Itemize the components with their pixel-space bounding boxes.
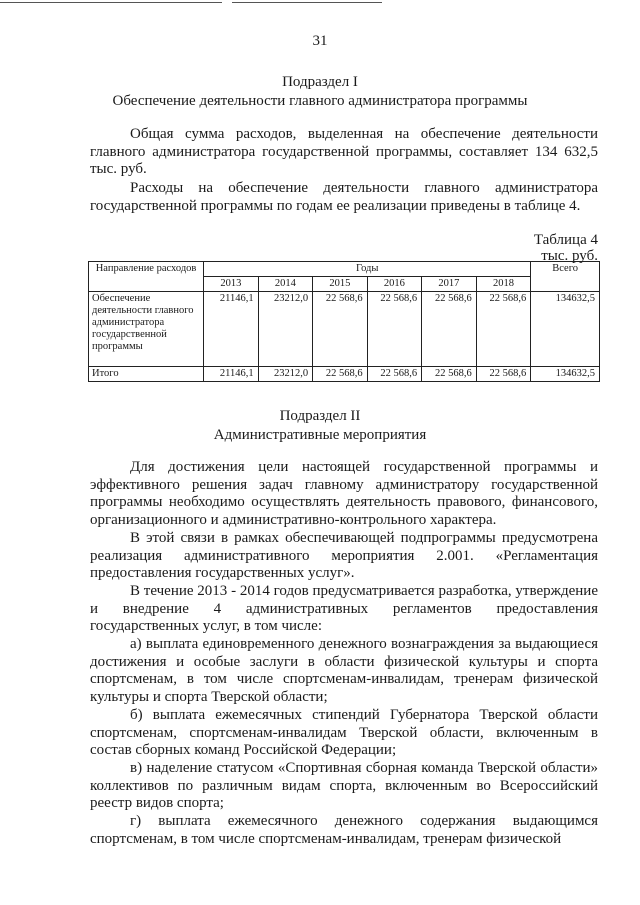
row-label: Итого: [89, 367, 204, 382]
paragraph-regulations: В течение 2013 - 2014 годов предусматривается разработка, утверждение и внедрение 4 административных регламентов предоставления государственных услуг, в том числе:: [90, 583, 598, 635]
value-cell: 21146,1: [204, 367, 259, 382]
year-cell: 2017: [422, 277, 477, 292]
table-row-total: [89, 367, 600, 382]
header-direction: Направление расходов: [89, 262, 204, 292]
value-cell: 21146,1: [204, 292, 259, 367]
row-label: Обеспечение деятельности главного администратора государственной программы: [89, 292, 204, 367]
year-cell: 2013: [204, 277, 259, 292]
value-cell: 23212,0: [258, 367, 313, 382]
total-cell: 134632,5: [531, 367, 600, 382]
expenses-table: [88, 261, 600, 382]
value-cell: 22 568,6: [476, 367, 531, 382]
value-cell: 22 568,6: [367, 292, 422, 367]
value-cell: 22 568,6: [422, 367, 477, 382]
value-cell: 22 568,6: [313, 292, 368, 367]
year-cell: 2018: [476, 277, 531, 292]
list-item-b: б) выплата ежемесячных стипендий Губернатора Тверской области спортсменам, спортсменам-инвалидам Тверской области, включенным в состав сборных команд Российской Федерации;: [90, 707, 598, 759]
list-item-g: г) выплата ежемесячного денежного содержания выдающимся спортсменам, в том числе спортсменам-инвалидам, тренерам физической: [90, 813, 598, 847]
subsection-1-title: Подраздел I: [282, 74, 358, 90]
top-rule-left: [0, 2, 222, 3]
value-cell: 23212,0: [258, 292, 313, 367]
paragraph-expenses-by-year: Расходы на обеспечение деятельности главного администратора государственной программы по годам ее реализации приведены в таблице 4.: [90, 180, 598, 214]
table-header-row: [89, 262, 600, 277]
paragraph-goal: Для достижения цели настоящей государственной программы и эффективного решения задач главному администратору государственной программы необходимо осуществлять деятельность правового, финансового, организационного и административно-контрольного характера.: [90, 459, 598, 528]
year-cell: 2016: [367, 277, 422, 292]
header-years: Годы: [204, 262, 531, 277]
subsection-2-title: Подраздел II: [279, 408, 361, 424]
table-units: тыс. руб.: [541, 248, 598, 264]
page-number: 31: [312, 33, 328, 49]
paragraph-total-expenses: Общая сумма расходов, выделенная на обеспечение деятельности главного администратора государственной программы, составляет 134 632,5 тыс. руб.: [90, 126, 598, 178]
total-cell: 134632,5: [531, 292, 600, 367]
value-cell: 22 568,6: [422, 292, 477, 367]
subsection-2-subtitle: Административные мероприятия: [213, 427, 427, 443]
table-caption: Таблица 4: [533, 232, 598, 248]
list-item-v: в) наделение статусом «Спортивная сборная команда Тверской области» коллективов по различным видам спорта, включенным во Всероссийский реестр видов спорта;: [90, 760, 598, 812]
paragraph-admin-measure: В этой связи в рамках обеспечивающей подпрограммы предусмотрена реализация административного мероприятия 2.001. «Регламентация предоставления государственных услуг».: [90, 530, 598, 582]
value-cell: 22 568,6: [476, 292, 531, 367]
top-rule-right: [232, 2, 382, 3]
value-cell: 22 568,6: [313, 367, 368, 382]
value-cell: 22 568,6: [367, 367, 422, 382]
year-cell: 2014: [258, 277, 313, 292]
list-item-a: а) выплата единовременного денежного вознаграждения за выдающиеся достижения и особые заслуги в области физической культуры и спорта спортсменам, в том числе спортсменам-инвалидам, тренерам физической культуры и спорта Тверской области;: [90, 636, 598, 705]
header-total: Всего: [531, 262, 600, 292]
subsection-1-subtitle: Обеспечение деятельности главного администратора программы: [112, 93, 528, 109]
table-row: [89, 292, 600, 367]
year-cell: 2015: [313, 277, 368, 292]
